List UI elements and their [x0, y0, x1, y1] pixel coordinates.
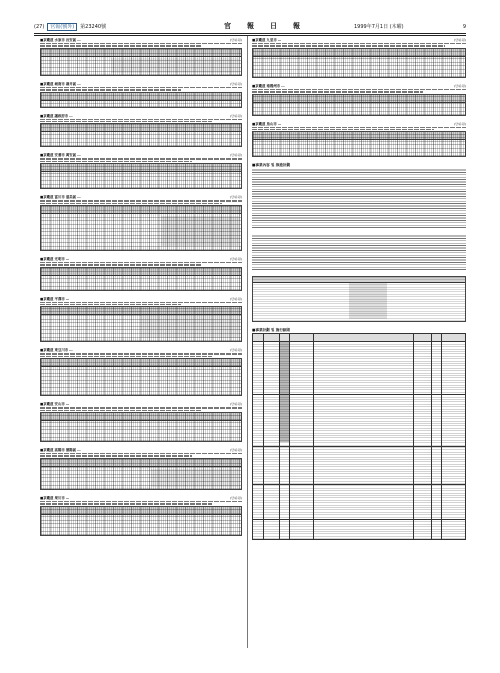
table-block — [252, 122, 466, 158]
unit-label: (단위:원) — [453, 38, 466, 42]
section-title: ■事業內容 및 推進計劃 — [252, 163, 291, 168]
body-text — [252, 168, 466, 228]
data-table — [40, 163, 242, 189]
data-table — [252, 94, 466, 116]
text-section — [252, 234, 466, 270]
table-block — [40, 297, 242, 343]
data-table — [252, 131, 466, 157]
data-table — [40, 506, 242, 536]
issue-number: 第23240號 — [80, 24, 107, 30]
issue-date: 1999年7月1日 (木曜) — [354, 24, 404, 30]
unit-label: (단위:원) — [229, 38, 242, 42]
unit-label: (단위:원) — [229, 256, 242, 261]
data-table — [40, 306, 242, 342]
text-section — [252, 328, 466, 540]
table-block — [40, 153, 242, 189]
unit-label: (단위:원) — [453, 121, 466, 126]
data-table — [40, 358, 242, 396]
gazette-label: 官報(號外) — [47, 23, 77, 31]
newspaper-title: 官報日報 — [224, 21, 316, 30]
table-block — [40, 257, 242, 291]
section-title: ■事業計劃 및 施行細則 — [252, 328, 291, 333]
unit-label: (단위:원) — [453, 83, 466, 88]
block-title: ■京畿道 九里市 … — [252, 38, 282, 42]
unit-label: (단위:원) — [229, 495, 242, 500]
block-title: ■京畿道 富川市 遠美區 … — [40, 195, 81, 200]
table-block — [40, 195, 242, 251]
block-title: ■京畿道 高陽市 德陽區 … — [40, 448, 81, 453]
block-title: ■京畿道 南楊州市 … — [252, 83, 285, 88]
table-block — [40, 402, 242, 442]
unit-label: (단위:원) — [229, 448, 242, 453]
unit-label: (단위:원) — [229, 153, 242, 158]
text-section — [252, 163, 466, 228]
unit-label: (단위:원) — [229, 402, 242, 407]
table-block — [40, 114, 242, 148]
page-tag: (27) — [34, 24, 45, 30]
table-block — [40, 38, 242, 76]
data-table — [40, 123, 242, 147]
block-title: ■京畿道 東豆川市 … — [40, 348, 73, 353]
body-text — [252, 234, 466, 270]
block-title: ■京畿道 光明市 … — [40, 256, 70, 261]
table-block — [40, 82, 242, 108]
header-rule — [34, 33, 466, 34]
table-block — [40, 448, 242, 490]
page-header — [34, 22, 466, 32]
large-table — [252, 333, 466, 540]
data-table — [40, 267, 242, 291]
unit-label: (단위:원) — [229, 296, 242, 301]
table-block — [40, 496, 242, 536]
block-title: ■京畿道 果川市 … — [40, 495, 70, 500]
plan-table — [252, 276, 466, 322]
data-table — [252, 48, 466, 78]
data-table — [40, 412, 242, 442]
block-title: ■京畿道 城南市 壽井區 … — [40, 81, 81, 86]
data-table — [252, 276, 466, 322]
table-block — [252, 38, 466, 78]
unit-label: (단위:원) — [229, 81, 242, 86]
block-title: ■京畿道 安山市 … — [40, 402, 70, 407]
column-divider — [247, 36, 248, 648]
data-table — [40, 205, 242, 251]
table-block — [40, 348, 242, 396]
data-table — [40, 92, 242, 108]
data-table — [40, 458, 242, 490]
table-block — [252, 84, 466, 116]
block-title: ■京畿道 平澤市 … — [40, 296, 70, 301]
data-table — [40, 48, 242, 76]
unit-label: (단위:원) — [229, 195, 242, 200]
unit-label: (단위:원) — [229, 113, 242, 118]
left-column — [40, 38, 242, 542]
block-title: ■京畿道 烏山市 … — [252, 121, 282, 126]
header-rule-thin — [34, 35, 466, 36]
block-title: ■京畿道 水原市 長安區 … — [40, 38, 81, 42]
unit-label: (단위:원) — [229, 348, 242, 353]
block-title: ■京畿道 安養市 萬安區 … — [40, 153, 81, 158]
page-number: 9 — [462, 24, 466, 30]
right-column — [252, 38, 466, 546]
block-title: ■京畿道 議政府市 … — [40, 113, 73, 118]
